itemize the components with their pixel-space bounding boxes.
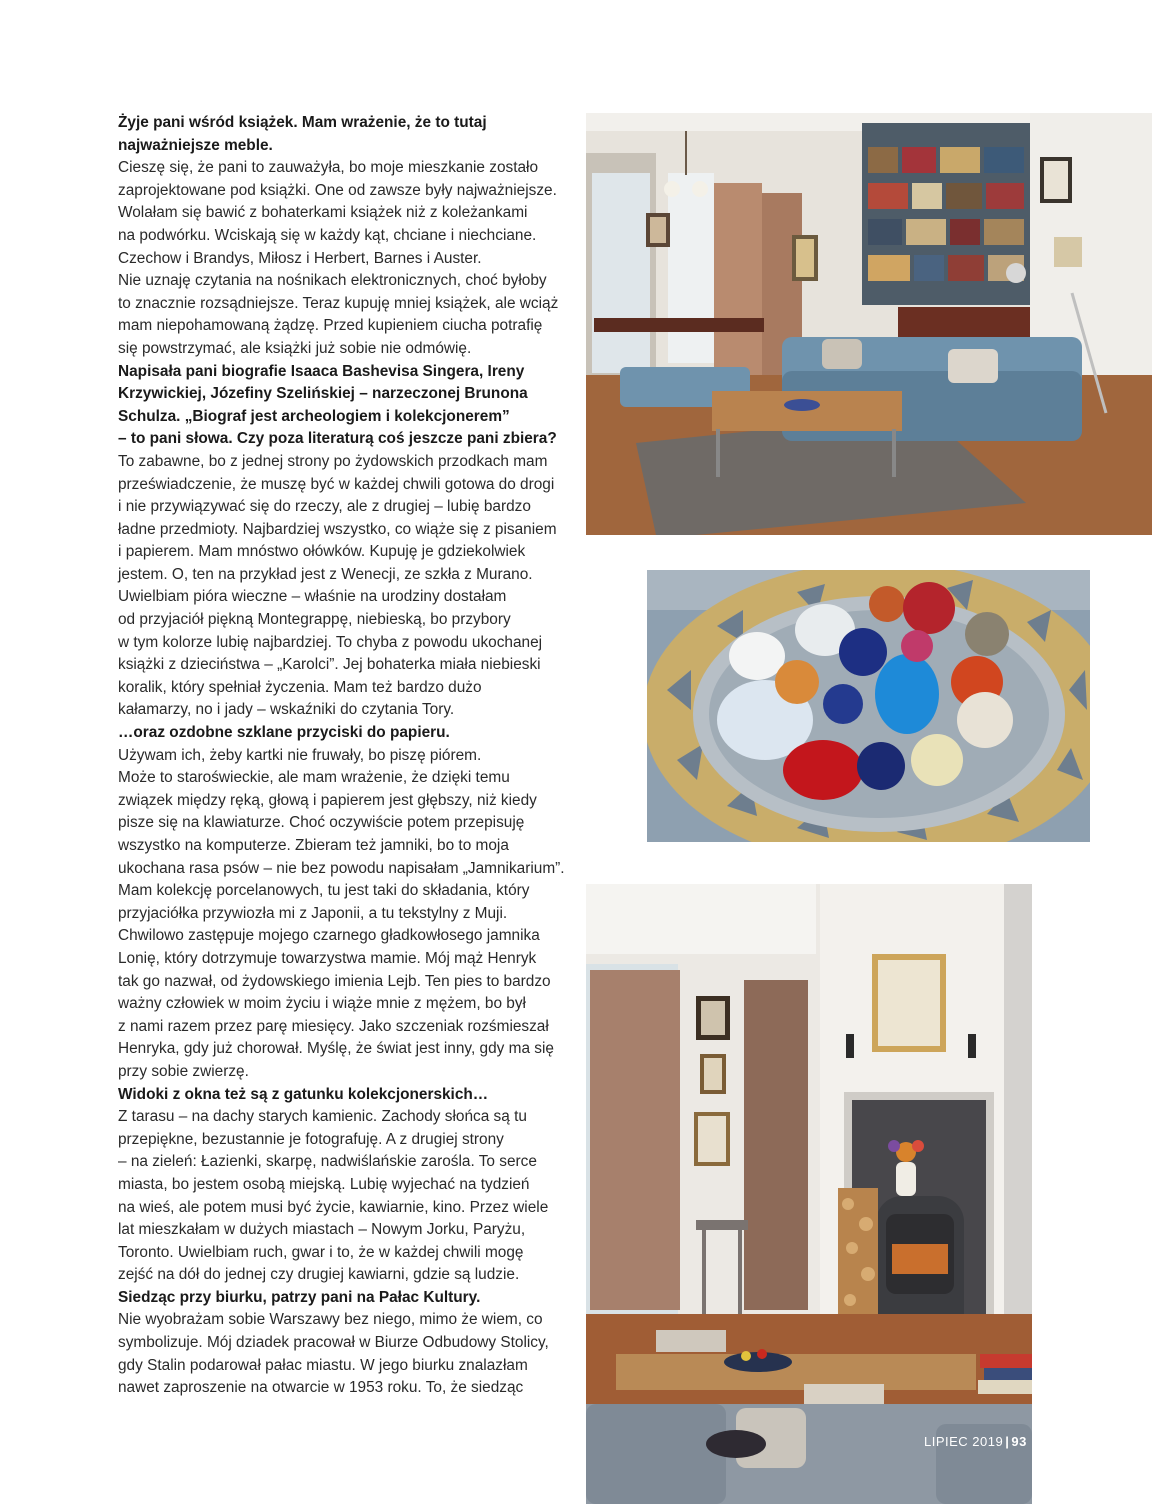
answer-line: Z tarasu – na dachy starych kamienic. Zachody słońca są tu xyxy=(118,1108,527,1126)
answer-line: Wolałam się bawić z bohaterkami książek niż z koleżankami xyxy=(118,204,528,222)
page-number: 93 xyxy=(1011,1434,1027,1449)
living-room-bookshelf-photo xyxy=(586,113,1152,535)
answer-line: i nie przywiązywać się do rzeczy, ale z drugiej – lubię bardzo xyxy=(118,498,531,516)
question-line: Żyje pani wśród książek. Mam wrażenie, że to tutaj xyxy=(118,114,487,131)
answer-line: wszystko na komputerze. Zbieram też jamniki, bo to moja xyxy=(118,837,509,854)
answer-line: pisze się na klawiaturze. Choć oczywiście potem przepisuję xyxy=(118,814,525,832)
answer-line: symbolizuje. Mój dziadek pracował w Biurze Odbudowy Stolicy, xyxy=(118,1334,549,1352)
answer-line: od przyjaciół piękną Montegrappę, niebieską, bo przybory xyxy=(118,611,511,629)
answer-line: Mam kolekcję porcelanowych, tu jest taki do składania, który xyxy=(118,882,530,900)
answer-line: Toronto. Uwielbiam ruch, gwar i to, że w każdej chwili mogę xyxy=(118,1243,524,1261)
question-line: – to pani słowa. Czy poza literaturą coś jeszcze pani zbiera? xyxy=(118,430,557,448)
question-line: Widoki z okna też są z gatunku kolekcjonerskich… xyxy=(118,1085,489,1103)
answer-line: zaprojektowane pod książki. One od zawsze były najważniejsze. xyxy=(118,181,557,199)
answer-line: to znacznie rozsądniejsze. Teraz kupuję mniej książek, ale wciąż xyxy=(118,294,559,312)
answer-line: Może to staroświeckie, ale mam wrażenie, że dzięki temu xyxy=(118,769,510,787)
question-line: Krzywickiej, Józefiny Szelińskiej – narzeczonej Brunona xyxy=(118,385,528,403)
answer-line: Chwilowo zastępuje mojego czarnego gładkowłosego jamnika xyxy=(118,927,540,945)
answer-line: i papierem. Mam mnóstwo ołówków. Kupuję je gdziekolwiek xyxy=(118,543,526,561)
page-folio xyxy=(924,1434,1032,1449)
answer-line: gdy Stalin podarował pałac miastu. W jego biurku znalazłam xyxy=(118,1356,528,1374)
issue-date: LIPIEC 2019 xyxy=(924,1434,1004,1449)
answer-line: z nami razem przez parę miesięcy. Jako szczeniak rozśmieszał xyxy=(118,1017,549,1035)
answer-line: mam niepohamowaną żądzę. Przed kupieniem ciucha potrafię xyxy=(118,317,543,335)
answer-line: Używam ich, żeby kartki nie fruwały, bo piszę piórem. xyxy=(118,746,482,764)
fireplace-corner-photo xyxy=(586,884,1032,1504)
answer-line: związek między ręką, głową i papierem jest głębszy, niż kiedy xyxy=(118,791,537,809)
answer-line: Uwielbiam pióra wieczne – właśnie na urodziny dostałam xyxy=(118,588,507,606)
question-line: Siedząc przy biurku, patrzy pani na Pałac Kultury. xyxy=(118,1288,481,1306)
answer-line: – na zieleń: Łazienki, skarpę, nadwiślańskie zarośla. To serce xyxy=(118,1153,537,1171)
question-line: Napisała pani biografie Isaaca Bashevisa Singera, Ireny xyxy=(118,362,525,380)
answer-line: ważny człowiek w moim życiu i wiąże mnie z mężem, bo był xyxy=(118,995,526,1013)
answer-line: tak go nazwał, od żydowskiego imienia Lejb. Ten pies to bardzo xyxy=(118,972,551,990)
answer-line: przepiękne, bezustannie je fotografuję. A z drugiej strony xyxy=(118,1130,504,1148)
answer-line: na podwórku. Wciskają się w każdy kąt, chciane i niechciane. xyxy=(118,226,537,244)
answer-line: ukochana rasa psów – nie bez powodu napisałam „Jamnikarium”. xyxy=(118,859,565,877)
glass-paperweights-photo xyxy=(647,570,1090,842)
answer-line: w tym kolorze lubię najbardziej. To chyba z powodu ukochanej xyxy=(118,633,543,651)
answer-line: Czechow i Brandys, Miłosz i Herbert, Barnes i Auster. xyxy=(118,249,482,267)
answer-line: przeświadczenie, że muszę być w każdej chwili gotowa do drogi xyxy=(118,475,555,493)
answer-line: kałamarzy, no i jady – wskaźniki do czytania Tory. xyxy=(118,701,455,719)
answer-line: się powstrzymać, ale książki już sobie nie odmówię. xyxy=(118,339,472,357)
answer-line: przyjaciółka przywiozła mi z Japonii, a tu tekstylny z Muji. xyxy=(118,904,508,922)
answer-line: ładne przedmioty. Najbardziej wszystko, co wiąże się z pisaniem xyxy=(118,520,557,538)
question-line: …oraz ozdobne szklane przyciski do papieru. xyxy=(118,724,450,742)
answer-line: To zabawne, bo z jednej strony po żydowskich przodkach mam xyxy=(118,452,548,470)
answer-line: Nie uznaję czytania na nośnikach elektronicznych, choć byłoby xyxy=(118,272,547,290)
question-line: najważniejsze meble. xyxy=(118,136,273,154)
answer-line: książki z dzieciństwa – „Karolci”. Jej bohaterka miała niebieski xyxy=(118,656,541,674)
answer-line: na wieś, ale potem musi być życie, kawiarnie, kino. Przez wiele xyxy=(118,1198,549,1216)
question-line: Schulza. „Biograf jest archeologiem i kolekcjonerem” xyxy=(118,407,510,425)
answer-line: zejść na dół do jednej czy drugiej kawiarni, gdzie są ludzie. xyxy=(118,1266,520,1284)
answer-line: lat mieszkałam w dużych miastach – Nowym Jorku, Paryżu, xyxy=(118,1221,526,1239)
article-body xyxy=(118,112,565,1400)
answer-line: jestem. O, ten na przykład jest z Wenecji, ze szkła z Murano. xyxy=(118,565,533,583)
answer-line: przy sobie zwierzę. xyxy=(118,1062,249,1080)
answer-line: nawet zaproszenie na otwarcie w 1953 roku. To, że siedząc xyxy=(118,1379,524,1397)
folio-separator: | xyxy=(1005,1434,1010,1449)
answer-line: miasta, bo jestem osobą miejską. Lubię wyjechać na tydzień xyxy=(118,1175,530,1193)
answer-line: koralik, który spełniał życzenia. Mam też bardzo dużo xyxy=(118,678,482,696)
answer-line: Lonię, który dotrzymuje towarzystwa mamie. Mój mąż Henryk xyxy=(118,949,537,967)
answer-line: Cieszę się, że pani to zauważyła, bo moje mieszkanie zostało xyxy=(118,159,539,177)
answer-line: Nie wyobrażam sobie Warszawy bez niego, mimo że wiem, co xyxy=(118,1311,543,1329)
answer-line: Henryka, gdy już chorował. Myślę, że świat jest inny, gdy ma się xyxy=(118,1040,554,1058)
